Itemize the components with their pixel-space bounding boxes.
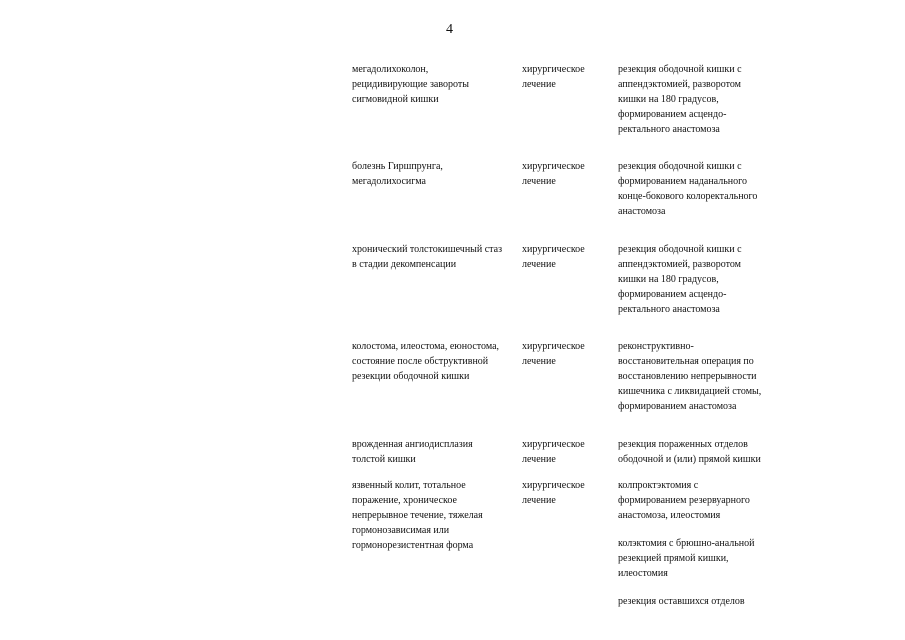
- text-line: хирургическое: [522, 64, 585, 75]
- text-line: рецидивирующие завороты: [352, 79, 469, 90]
- method-item: [618, 62, 782, 137]
- text-line: реконструктивно-: [618, 341, 694, 352]
- diagnosis-cell: [352, 339, 522, 414]
- text-line: лечение: [522, 356, 556, 367]
- text-line: конце-бокового колоректального: [618, 191, 758, 202]
- text-line: состояние после обструктивной: [352, 356, 489, 367]
- table-row: [352, 242, 782, 317]
- text-line: колостома, илеостома, еюностома,: [352, 341, 500, 352]
- method-cell: [618, 159, 782, 219]
- diagnosis-cell: [352, 242, 522, 317]
- diagnosis-cell: [352, 159, 522, 219]
- text-line: колпроктэктомия с: [618, 480, 699, 491]
- text-line: анастомоза: [618, 206, 666, 217]
- text-line: аппендэктомией, разворотом: [618, 259, 741, 270]
- treatment-cell: [522, 62, 618, 137]
- page-number: 4: [446, 22, 453, 37]
- text-line: хирургическое: [522, 480, 585, 491]
- table-row: [352, 478, 782, 609]
- treatment-cell: [522, 159, 618, 219]
- method-cell: [618, 62, 782, 137]
- method-cell: [618, 339, 782, 414]
- text-line: гормонозависимая или: [352, 525, 450, 536]
- text-line: сигмовидной кишки: [352, 94, 439, 105]
- text-line: мегадолихосигма: [352, 176, 426, 187]
- method-item: [618, 594, 782, 609]
- text-line: ректального анастомоза: [618, 304, 720, 315]
- text-line: язвенный колит, тотальное: [352, 480, 466, 491]
- text-line: формированием асцендо-: [618, 109, 727, 120]
- treatment-cell: [522, 242, 618, 317]
- diagnosis-cell: [352, 478, 522, 609]
- text-line: аппендэктомией, разворотом: [618, 79, 741, 90]
- text-line: лечение: [522, 454, 556, 465]
- text-line: хирургическое: [522, 244, 585, 255]
- text-line: кишечника с ликвидацией стомы,: [618, 386, 762, 397]
- treatment-table: [352, 62, 782, 609]
- table-row: [352, 339, 782, 414]
- table-row: [352, 437, 782, 467]
- text-line: резекция ободочной кишки с: [618, 161, 742, 172]
- text-line: хирургическое: [522, 341, 585, 352]
- text-line: резекцией прямой кишки,: [618, 553, 729, 564]
- method-cell: [618, 437, 782, 467]
- text-line: хирургическое: [522, 161, 585, 172]
- treatment-cell: [522, 339, 618, 414]
- text-line: толстой кишки: [352, 454, 416, 465]
- method-item: [618, 478, 782, 523]
- text-line: формированием анастомоза: [618, 401, 737, 412]
- text-line: колэктомия с брюшно-анальной: [618, 538, 755, 549]
- text-line: мегадолихоколон,: [352, 64, 429, 75]
- text-line: резекция ободочной кишки с: [618, 244, 742, 255]
- text-line: резекция оставшихся отделов: [618, 596, 745, 607]
- text-line: в стадии декомпенсации: [352, 259, 457, 270]
- treatment-cell: [522, 437, 618, 467]
- text-line: формированием асцендо-: [618, 289, 727, 300]
- text-line: ободочной и (или) прямой кишки: [618, 454, 761, 465]
- diagnosis-cell: [352, 437, 522, 467]
- text-line: кишки на 180 градусов,: [618, 274, 719, 285]
- method-item: [618, 536, 782, 581]
- text-line: лечение: [522, 79, 556, 90]
- text-line: поражение, хроническое: [352, 495, 457, 506]
- text-line: ректального анастомоза: [618, 124, 720, 135]
- text-line: резекция пораженных отделов: [618, 439, 748, 450]
- text-line: анастомоза, илеостомия: [618, 510, 721, 521]
- text-line: болезнь Гиршпрунга,: [352, 161, 443, 172]
- method-item: [618, 437, 782, 467]
- text-line: врожденная ангиодисплазия: [352, 439, 473, 450]
- text-line: резекции ободочной кишки: [352, 371, 470, 382]
- text-line: хронический толстокишечный стаз: [352, 244, 503, 255]
- method-cell: [618, 242, 782, 317]
- text-line: гормонорезистентная форма: [352, 540, 474, 551]
- table-row: [352, 159, 782, 219]
- table-row: [352, 62, 782, 137]
- text-line: илеостомия: [618, 568, 668, 579]
- text-line: лечение: [522, 495, 556, 506]
- text-line: лечение: [522, 259, 556, 270]
- text-line: восстановительная операция по: [618, 356, 754, 367]
- text-line: резекция ободочной кишки с: [618, 64, 742, 75]
- text-line: формированием резервуарного: [618, 495, 750, 506]
- text-line: кишки на 180 градусов,: [618, 94, 719, 105]
- method-cell: [618, 478, 782, 609]
- diagnosis-cell: [352, 62, 522, 137]
- text-line: восстановлению непрерывности: [618, 371, 757, 382]
- text-line: непрерывное течение, тяжелая: [352, 510, 483, 521]
- method-item: [618, 159, 782, 219]
- method-item: [618, 339, 782, 414]
- text-line: хирургическое: [522, 439, 585, 450]
- text-line: формированием наданального: [618, 176, 747, 187]
- method-item: [618, 242, 782, 317]
- text-line: лечение: [522, 176, 556, 187]
- treatment-cell: [522, 478, 618, 609]
